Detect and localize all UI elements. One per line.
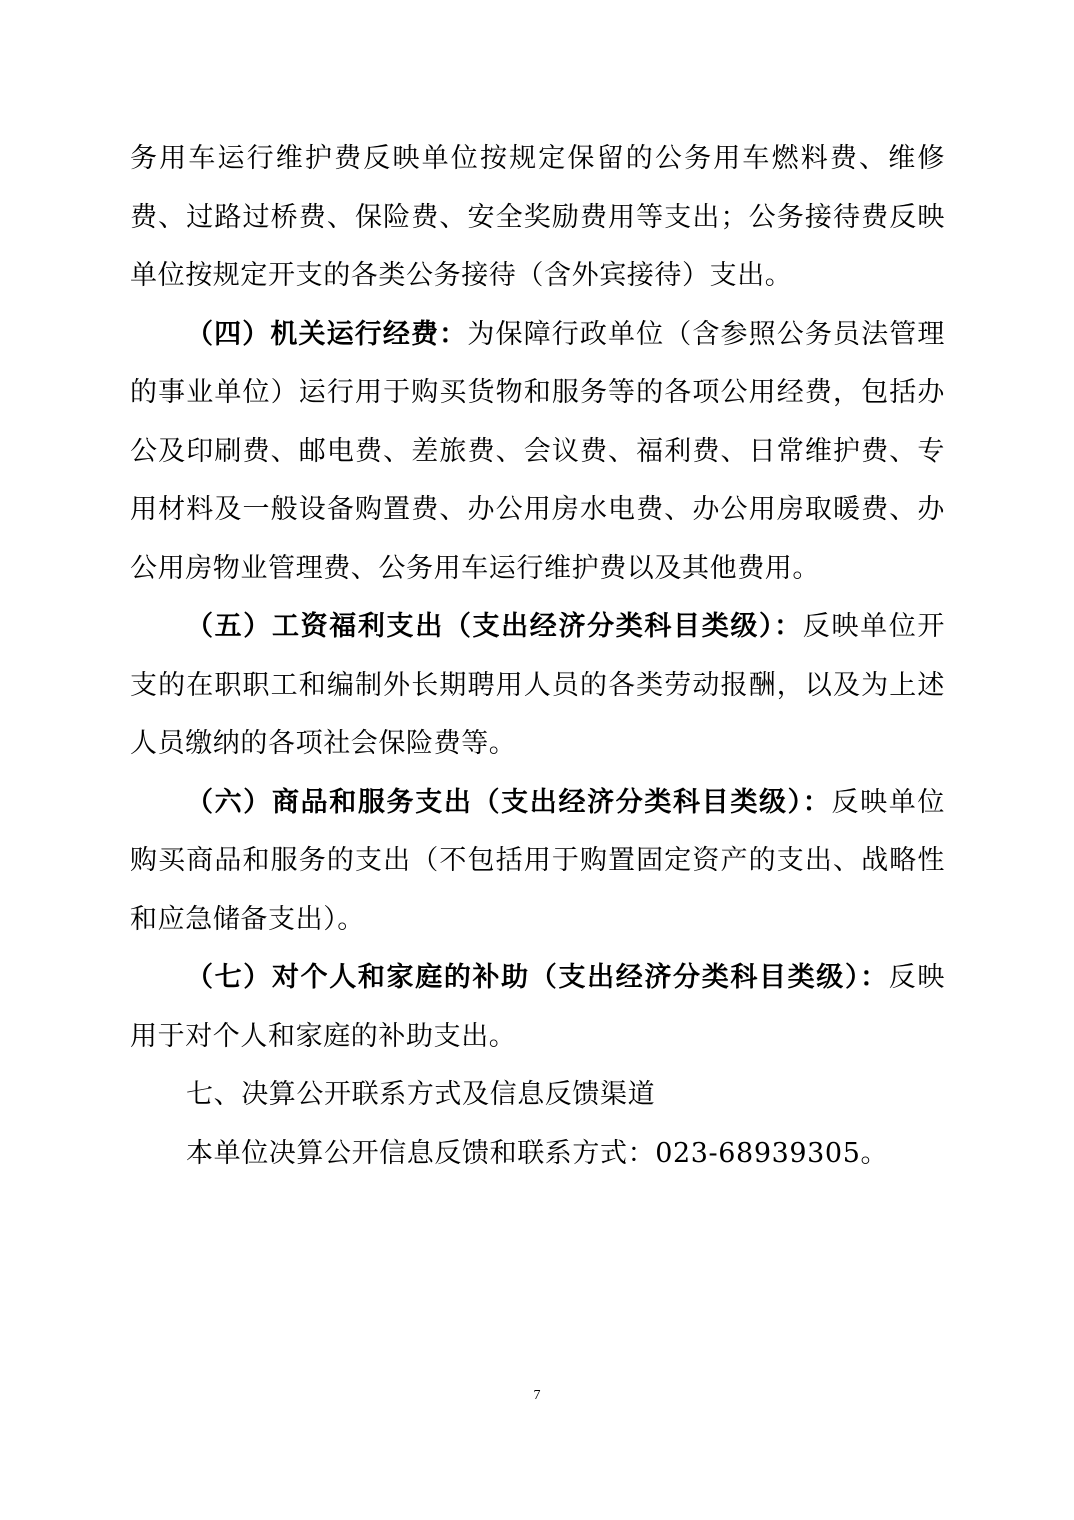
paragraph-operating-expenses (130, 306, 945, 599)
paragraph-household-subsidy (130, 949, 945, 1066)
term-goods-services: （六）商品和服务支出（支出经济分类科目类级）： (186, 786, 832, 818)
term-operating-expenses: （四）机关运行经费： (186, 318, 468, 350)
definition-wage-welfare: 反映单位开支的在职职工和编制外长期聘用人员的各类劳动报酬，以及为上述人员缴纳的各项社会保险费等。 (130, 611, 945, 759)
paragraph-goods-services (130, 774, 945, 950)
paragraph-wage-welfare (130, 598, 945, 774)
paragraph-contact-info: 本单位决算公开信息反馈和联系方式：023-68939305。 (186, 1137, 889, 1169)
section-heading-contact: 七、决算公开联系方式及信息反馈渠道 (186, 1079, 656, 1110)
paragraph-official-car-expenses: 务用车运行维护费反映单位按规定保留的公务用车燃料费、维修费、过路过桥费、保险费、安全奖励费用等支出；公务接待费反映单位按规定开支的各类公务接待（含外宾接待）支出。 (130, 143, 945, 291)
term-household-subsidy: （七）对个人和家庭的补助（支出经济分类科目类级）： (186, 962, 889, 993)
definition-operating-expenses: 为保障行政单位（含参照公务员法管理的事业单位）运行用于购买货物和服务等的各项公用经费，包括办公及印刷费、邮电费、差旅费、会议费、福利费、日常维护费、专用材料及一般设备购置费、办公用房水电费、办公用房取暖费、办公用房物业管理费、公务用车运行维护费以及其他费用。 (130, 318, 946, 584)
definition-household-subsidy: 反映用于对个人和家庭的补助支出。 (130, 962, 946, 1052)
definition-goods-services: 反映单位购买商品和服务的支出（不包括用于购置固定资产的支出、战略性和应急储备支出）。 (130, 786, 945, 935)
page-number: 7 (533, 1388, 541, 1403)
term-wage-welfare: （五）工资福利支出（支出经济分类科目类级）： (186, 611, 803, 642)
document-page (130, 130, 945, 1183)
